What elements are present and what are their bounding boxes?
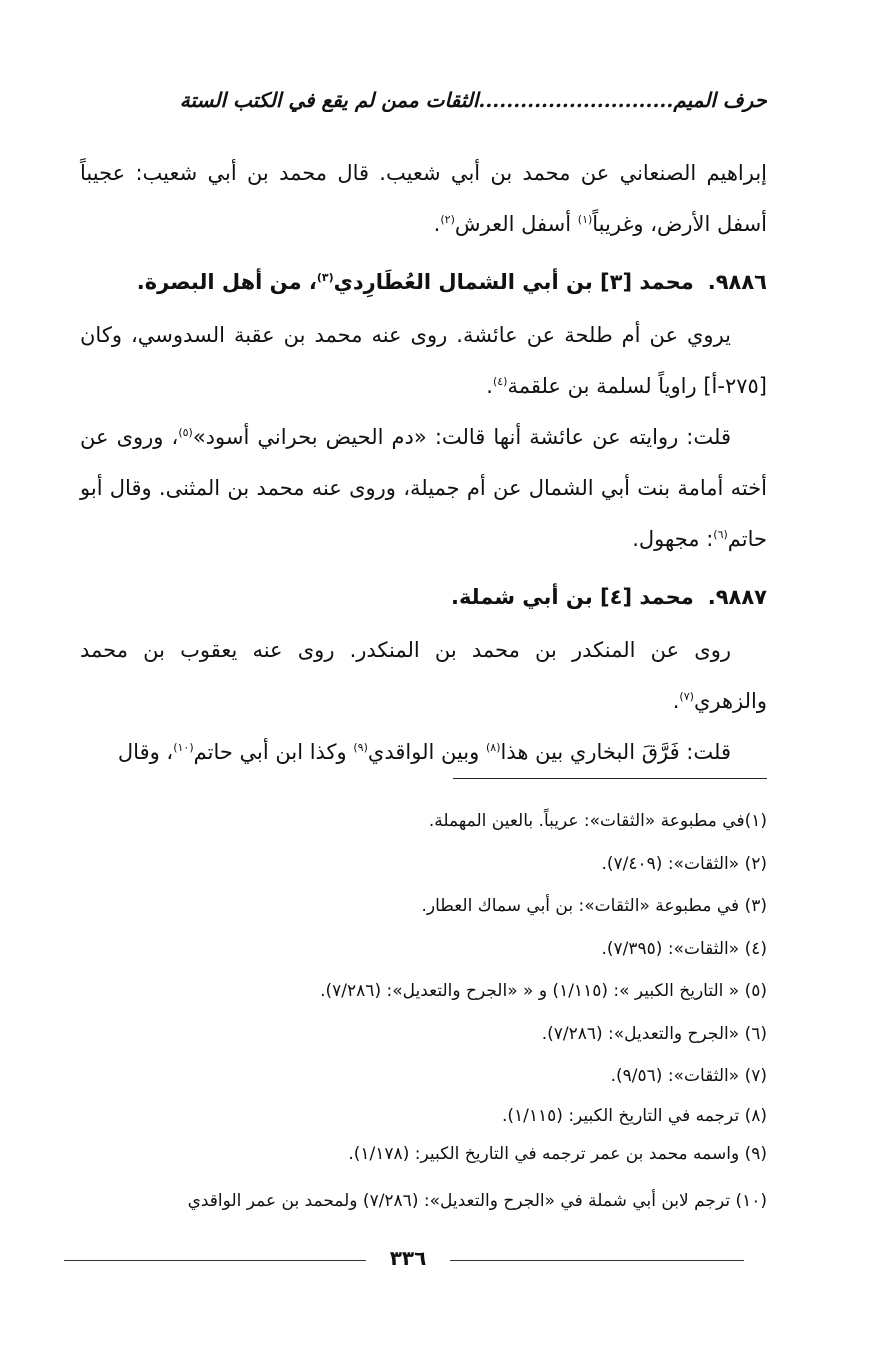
footnote-7: (٧) «الثقات»: (٩/٥٦). bbox=[610, 1066, 767, 1086]
footnote-ref: (٥) bbox=[178, 426, 193, 439]
paragraph-text: قلت: فَرَّقَ البخاري بين هذا bbox=[500, 740, 731, 764]
entry-heading-9886 bbox=[80, 254, 767, 310]
paragraph bbox=[80, 727, 767, 778]
entry-name: محمد [٤] بن أبي شملة. bbox=[450, 585, 694, 609]
page-number: ٣٣٦ bbox=[366, 1243, 450, 1273]
footnote-10: (١٠) ترجم لابن أبي شملة في «الجرح والتعديل»: (٧/٢٨٦) ولمحمد بن عمر الواقدي bbox=[187, 1190, 767, 1211]
footnote-3: (٣) في مطبوعة «الثقات»: بن أبي سماك العطار. bbox=[421, 896, 767, 916]
entry-name: محمد [٣] بن أبي الشمال العُطَارِدي bbox=[333, 270, 694, 294]
paragraph-text: أسفل العرش bbox=[454, 212, 578, 236]
footnote-9: (٩) واسمه محمد بن عمر ترجمه في التاريخ الكبير: (١/١٧٨). bbox=[348, 1143, 767, 1164]
footnote-ref: (٢) bbox=[440, 213, 455, 226]
footnote-ref: (٨) bbox=[485, 741, 501, 754]
entry-tail: ، من أهل البصرة. bbox=[136, 270, 317, 294]
main-text bbox=[80, 148, 767, 778]
footnote-separator bbox=[453, 778, 767, 779]
paragraph-text: ، وقال bbox=[117, 740, 174, 764]
paragraph-text: . bbox=[433, 212, 441, 236]
paragraph-text: . bbox=[672, 689, 680, 713]
paragraph-text: : مجهول. bbox=[632, 527, 714, 551]
paragraph-text: وكذا ابن أبي حاتم bbox=[193, 740, 354, 764]
paragraph bbox=[80, 625, 767, 727]
paragraph-continuation bbox=[80, 148, 767, 250]
footnote-ref: (٤) bbox=[492, 375, 508, 388]
paragraph-text: ، وروى عن أخته أمامة بنت أبي الشمال عن أم جميلة، وروى عنه محمد بن المثنى. وقال أبو حاتم bbox=[80, 425, 767, 551]
paragraph bbox=[80, 412, 767, 565]
footnote-8: (٨) ترجمه في التاريخ الكبير: (١/١١٥). bbox=[501, 1105, 767, 1126]
entry-heading-9887 bbox=[80, 569, 767, 625]
paragraph-text: . bbox=[486, 374, 493, 398]
footnote-ref: (٩) bbox=[353, 741, 368, 754]
entry-number: ٩٨٨٦. bbox=[707, 270, 767, 294]
entry-number: ٩٨٨٧. bbox=[707, 585, 767, 609]
footnote-ref: (٦) bbox=[713, 528, 728, 541]
paragraph-text: روى عن المنكدر بن محمد بن المنكدر. روى عنه يعقوب بن محمد والزهري bbox=[80, 638, 767, 713]
footnote-5: (٥) « التاريخ الكبير »: (١/١١٥) و « «الجرح والتعديل»: (٧/٢٨٦). bbox=[320, 981, 767, 1001]
footnote-2: (٢) «الثقات»: (٧/٤٠٩). bbox=[601, 853, 767, 874]
footnote-ref: (١٠) bbox=[173, 741, 194, 754]
footnote-ref: (١) bbox=[577, 213, 593, 226]
paragraph-text: يروي عن أم طلحة عن عائشة. روى عنه محمد بن عقبة السدوسي، وكان [٢٧٥-أ] راوياً لسلمة بن علقمة bbox=[80, 323, 767, 398]
paragraph bbox=[80, 310, 767, 412]
footnote-1: (١)في مطبوعة «الثقات»: عريباً. بالعين المهملة. bbox=[428, 811, 767, 831]
footnote-4: (٤) «الثقات»: (٧/٣٩٥). bbox=[601, 938, 767, 959]
footnote-ref: (٧) bbox=[679, 690, 694, 703]
paragraph-text: قلت: روايته عن عائشة أنها قالت: «دم الحيض بحراني أسود» bbox=[192, 425, 731, 449]
footnote-6: (٦) «الجرح والتعديل»: (٧/٢٨٦). bbox=[541, 1023, 767, 1044]
running-header: حرف الميم............................الثقات ممن لم يقع في الكتب الستة bbox=[179, 88, 767, 112]
footnotes bbox=[80, 800, 767, 1228]
paragraph-text: إبراهيم الصنعاني عن محمد بن أبي شعيب. قال محمد بن أبي شعيب: عجيباً أسفل الأرض، وغريباً bbox=[80, 161, 767, 236]
paragraph-text: وبين الواقدي bbox=[367, 740, 486, 764]
footnote-ref: (٣) bbox=[316, 271, 334, 284]
